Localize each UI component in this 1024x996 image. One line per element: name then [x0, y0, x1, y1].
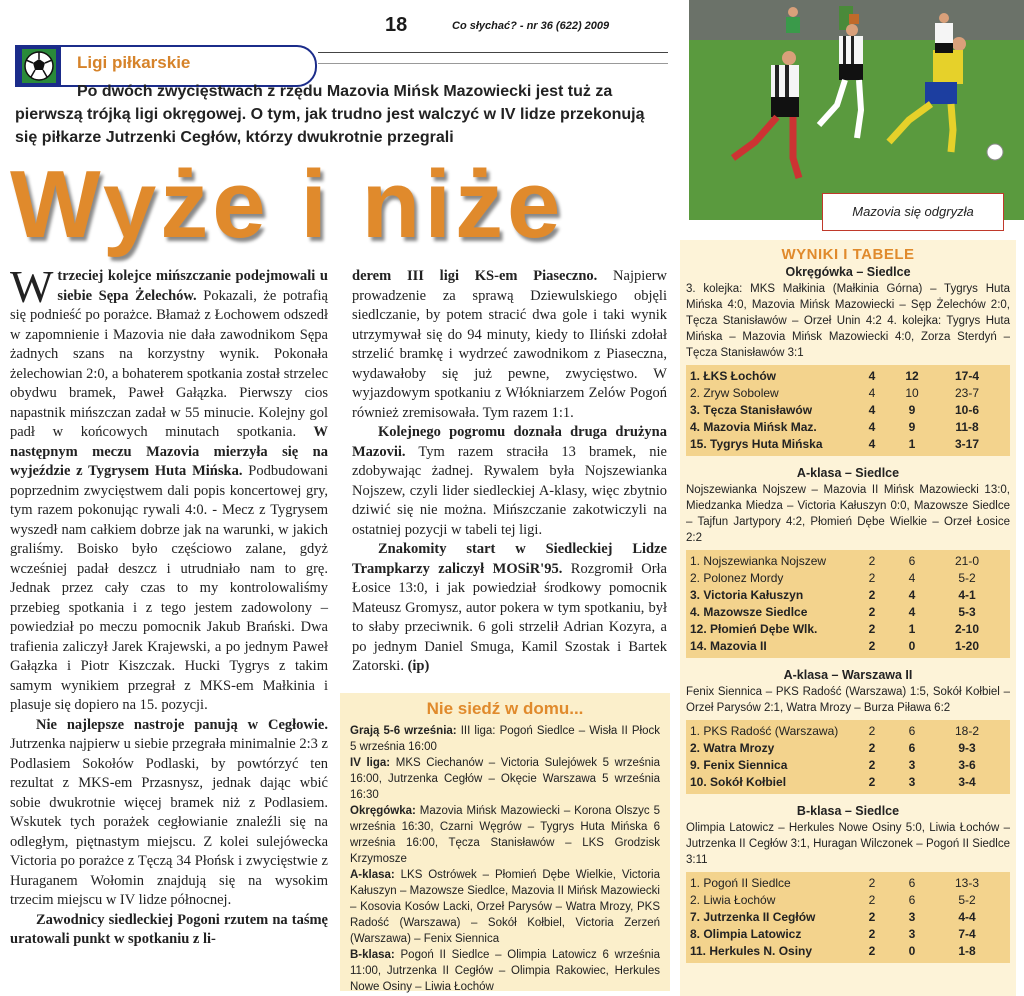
points: 3 — [908, 910, 916, 924]
standings-table — [686, 720, 1010, 794]
league-name: A-klasa – Warszawa II — [783, 668, 913, 682]
team-name: 7. Jutrzenka II Cegłów — [690, 910, 816, 924]
table-row — [686, 570, 1010, 587]
points: 4 — [908, 571, 916, 585]
goals: 5-2 — [958, 893, 976, 907]
table-row — [686, 875, 1010, 892]
table-row — [686, 587, 1010, 604]
points: 9 — [908, 420, 916, 434]
team-name: 4. Mazowsze Siedlce — [690, 605, 808, 619]
matches-played: 2 — [868, 758, 876, 772]
article-paragraph: Zawodnicy siedleckiej Pogoni rzutem na taśmę uratowali punkt w spotkaniu z li- — [10, 911, 328, 947]
article-column-2 — [352, 267, 667, 677]
team-name: 12. Płomień Dębe Wlk. — [690, 622, 818, 636]
team-name: 1. Nojszewianka Nojszew — [690, 554, 827, 568]
photo-caption: Mazovia się odgryzła — [822, 193, 1004, 231]
table-row — [686, 638, 1010, 655]
matches-played: 2 — [868, 775, 876, 789]
team-name: 2. Watra Mrozy — [690, 741, 775, 755]
points: 6 — [908, 741, 916, 755]
standings-table — [686, 365, 1010, 456]
table-row — [686, 757, 1010, 774]
goals: 11-8 — [955, 420, 979, 434]
goals: 1-8 — [958, 944, 976, 958]
team-name: 15. Tygrys Huta Mińska — [690, 437, 823, 451]
page-number: 18 — [385, 14, 408, 36]
table-row — [686, 723, 1010, 740]
team-name: 2. Polonez Mordy — [690, 571, 784, 585]
table-row — [686, 436, 1010, 453]
matches-played: 2 — [868, 927, 876, 941]
team-name: 3. Tęcza Stanisławów — [690, 403, 813, 417]
team-name: 1. PKS Radość (Warszawa) — [690, 724, 839, 738]
matches-played: 2 — [868, 554, 876, 568]
league-name: B-klasa – Siedlce — [796, 804, 900, 818]
points: 3 — [908, 927, 916, 941]
header-rule — [318, 52, 668, 53]
lead-text: Po dwóch zwycięstwach z rzędu Mazovia Mińsk Mazowiecki jest tuż za pierwszą trójką ligi okręgowej. O tym, jak trudno jest walczyć w IV lidze przekonują się piłkarze Jutrzenki Cegłów, którzy dwukrotnie przegrali — [15, 83, 645, 146]
goals: 21-0 — [954, 554, 980, 568]
drop-cap: W — [10, 261, 54, 312]
article-paragraph: Znakomity start w Siedleckiej Lidze Trampkarzy zaliczył MOSiR'95. Rozgromił Orła Łosice 13:0, i jak powiedział środkowy pomocnik Mateusz Gromysz, autor pokera w tym spotkaniu, był to słaby przeciwnik. 6 goli strzelił Adrian Kozyra, a po jednym Daniel Smuga, Kamil Szostak i Bartek Zatorski. (ip) — [352, 541, 667, 674]
goals: 5-2 — [958, 571, 976, 585]
matches-played: 2 — [868, 741, 876, 755]
article-paragraph: Nie najlepsze nastroje panują w Cegłowie. Jutrzenka najpierw u siebie przegrała minimalnie 2:3 z Podlasiem Sokołów Podlaski, by powtórzyć ten rezultat z MKS-em Przasnysz, jednak dając wbić sobie dwukrotnie więcej bramek niż z Podlasiem. Wskutek tych porażek cegłowianie znaleźli się na odległym, piętnastym miejscu. Z kolei sulejówecka Victoria po porażce z Tęczą 34 Płońsk i zwycięstwie z Huraganem Wołomin znajdują się na wysokim trzecim miejscu w IV lidze północnej. — [10, 716, 328, 908]
points: 3 — [908, 758, 916, 772]
points: 1 — [908, 437, 916, 451]
matches-played: 2 — [868, 724, 876, 738]
league-name: A-klasa – Siedlce — [796, 466, 900, 480]
team-name: 1. ŁKS Łochów — [690, 369, 777, 383]
matches-played: 2 — [868, 571, 876, 585]
article-paragraph: Wtrzeciej kolejce mińszczanie podejmowali u siebie Sępa Żelechów. Pokazali, że potrafią się podnieść po porażce. Błamaż z Łochowem odszedł w zapomnienie i Mazovia nie dała zawodnikom Sępa żadnych szans na korzystny wynik. Pokonała żelechowian 2:0, a bohaterem spotkania został strzelec obydwu bramek, Paweł Gałązka. Pierwszy cios napastnik mińszczan zadał w 55 minucie. Kolejny gol padł w końcowych minutach spotkania. W następnym meczu Mazovia mierzyła się na wyjeździe z Tygrysem Huta Mińska. Podbudowani poprzednim zwycięstwem dali popis koncertowej gry, tym razem pokonując rywali 4:0. - Mecz z Tygrysem wyszedł nam całkiem dobrze jak na warunki, w jakich graliśmy. Boisko było częściowo zalane, gdyż wcześniej padał deszcz i utrudniało nam to grę. Jednak przez cały czas to my kontrolowaliśmy przebieg spotkania i z tego jestem zadowolony – powiedział po meczu pomocnik Jakub Brański. Dwa trafienia zaliczył Jarek Krajewski, a po jednym Paweł Gałązka i Piotr Kiszczak. Hucki Tygrys z takim samym wynikiem przegrał z MKS-em Małkinia i plasuje się dopiero na 15. pozycji. — [10, 261, 329, 713]
results-panel — [680, 240, 1016, 996]
goals: 3-17 — [954, 437, 980, 451]
fixture-item: Grają 5-6 września: III liga: Pogoń Siedlce – Wisła II Płock 5 września 16:00 — [350, 725, 661, 753]
goals: 3-4 — [958, 775, 976, 789]
table-row — [686, 419, 1010, 436]
points: 6 — [908, 876, 916, 890]
lead-paragraph — [15, 80, 665, 149]
goals: 9-3 — [958, 741, 976, 755]
table-row — [686, 553, 1010, 570]
team-name: 8. Olimpia Latowicz — [690, 927, 802, 941]
points: 0 — [908, 639, 916, 653]
points: 9 — [908, 403, 916, 417]
fixture-item: IV liga: MKS Ciechanów – Victoria Sulejówek 5 września 16:00, Jutrzenka Cegłów – Okęcie Warszawa 5 września 16:30 — [350, 757, 660, 801]
table-row — [686, 774, 1010, 791]
goals: 4-1 — [958, 588, 976, 602]
team-name: 2. Liwia Łochów — [690, 893, 776, 907]
table-row — [686, 892, 1010, 909]
matches-played: 4 — [868, 437, 876, 451]
points: 6 — [908, 554, 916, 568]
points: 6 — [908, 724, 916, 738]
goals: 7-4 — [958, 927, 976, 941]
goals: 10-6 — [954, 403, 980, 417]
match-photo — [689, 0, 1024, 220]
matches-played: 4 — [868, 386, 876, 400]
league-results: Nojszewianka Nojszew – Mazovia II Mińsk Mazowiecki 13:0, Miedzanka Miedza – Victoria Kałuszyn 0:0, Mazowsze Siedlce – Tajfun Jartypory 4:2, Płomień Dębe Wielkie – Orzeł Łosice 2:2 — [686, 484, 1010, 544]
goals: 4-4 — [958, 910, 976, 924]
standings-table — [686, 550, 1010, 658]
table-row — [686, 604, 1010, 621]
points: 4 — [908, 588, 916, 602]
points: 1 — [908, 622, 916, 636]
points: 4 — [908, 605, 916, 619]
matches-played: 2 — [868, 622, 876, 636]
matches-played: 2 — [868, 944, 876, 958]
league-results: Fenix Siennica – PKS Radość (Warszawa) 1:5, Sokół Kołbiel – Orzeł Parysów 2:1, Watra Mrozy – Burza Piława 6:2 — [686, 686, 1010, 714]
points: 6 — [908, 893, 916, 907]
table-row — [686, 385, 1010, 402]
fixture-item: B-klasa: Pogoń II Siedlce – Olimpia Latowicz 6 września 11:00, Jutrzenka II Cegłów – Olimpia Rakowiec, Herkules Nowe Osiny – Liwia Łochów — [350, 949, 660, 993]
table-row — [686, 621, 1010, 638]
sidebar-body — [350, 723, 660, 995]
points: 10 — [905, 386, 919, 400]
goals: 5-3 — [958, 605, 976, 619]
matches-played: 2 — [868, 893, 876, 907]
ball-icon — [987, 144, 1003, 160]
league-results: Olimpia Latowicz – Herkules Nowe Osiny 5:0, Liwia Łochów – Jutrzenka II Cegłów 3:1, Huragan Wilczonek – Pogoń II Siedlce 3:11 — [686, 822, 1010, 866]
goals: 23-7 — [954, 386, 980, 400]
matches-played: 2 — [868, 910, 876, 924]
goals: 17-4 — [954, 369, 980, 383]
team-name: 3. Victoria Kałuszyn — [690, 588, 804, 602]
fixture-item: Okręgówka: Mazovia Mińsk Mazowiecki – Korona Olszyc 5 września 16:30, Czarni Węgrów – Tygrys Huta Mińska 6 września 16:00, Tęcza Stanisławów – LKS Grodzisk Krzymosze — [350, 805, 660, 865]
points: 12 — [905, 369, 919, 383]
header-rule-secondary — [318, 63, 668, 64]
table-row — [686, 943, 1010, 960]
table-row — [686, 368, 1010, 385]
results-title: WYNIKI I TABELE — [781, 246, 915, 263]
headline: Wyże i niże — [10, 151, 565, 258]
goals: 3-6 — [958, 758, 976, 772]
goals: 2-10 — [954, 622, 980, 636]
league-name: Okręgówka – Siedlce — [785, 265, 911, 279]
league-results: 3. kolejka: MKS Małkinia (Małkinia Górna) – Tygrys Huta Mińska 4:0, Mazovia Mińsk Mazowiecki – Sęp Żelechów 2:0, Tęcza Stanisławów – Orzeł Unin 4:2 4. kolejka: Tygrys Huta Mińska – Mazovia Mińsk Mazowiecki 4:0, Zorza Sterdyń – Tęcza Stanisławów 3:1 — [686, 283, 1010, 359]
matches-played: 4 — [868, 369, 876, 383]
fixtures-sidebar — [340, 693, 670, 991]
table-row — [686, 926, 1010, 943]
matches-played: 2 — [868, 876, 876, 890]
article-paragraph: derem III ligi KS-em Piaseczno. Najpierw prowadzenie za sprawą Dziewulskiego objęli siedlczanie, by potem stracić dwa gole i taki wynik utrzymywał się do 94 minuty, kiedy to Iliński zdołał strzelić bramkę i wydrzeć zawodnikom z Piaseczna, wydawałoby się już pewne, zwycięstwo. W wyjazdowym spotkaniu z Włókniarzem Zelów Pogoń również zremisowała. Tym razem 1:1. — [352, 268, 667, 421]
matches-played: 2 — [868, 639, 876, 653]
league-list — [686, 265, 1010, 963]
points: 3 — [908, 775, 916, 789]
matches-played: 4 — [868, 420, 876, 434]
sidebar-title: Nie siedź w domu... — [426, 699, 584, 718]
table-row — [686, 740, 1010, 757]
fixture-item: A-klasa: LKS Ostrówek – Płomień Dębe Wielkie, Victoria Kałuszyn – Mazowsze Siedlce, Mazovia II Mińsk Mazowiecki – Kosovia Kosów Lacki, Orzeł Parysów – Watra Mrozy, PKS Radość (Warszawa) – Sokół Kołbiel, Victoria Zerzeń (Warszawa) – Fenix Siennica — [350, 869, 660, 945]
article-paragraph: Kolejnego pogromu doznała druga drużyna Mazovii. Tym razem straciła 13 bramek, nie zdobywając żadnej. Rywalem była Nojszewianka Nojszew, czyli lider siedleckiej A-klasy, więc zbytnio dziwić się nie można. Mińszczanie zakotwiczyli na ostatniej pozycji w tabeli tej ligi. — [352, 424, 667, 538]
team-name: 9. Fenix Siennica — [690, 758, 788, 772]
players-illustration — [689, 0, 1024, 220]
points: 0 — [908, 944, 916, 958]
section-label: Ligi piłkarskie — [77, 53, 191, 72]
article-column-1 — [10, 261, 329, 950]
table-row — [686, 402, 1010, 419]
matches-played: 2 — [868, 605, 876, 619]
goals: 13-3 — [954, 876, 980, 890]
team-name: 1. Pogoń II Siedlce — [690, 876, 791, 890]
team-name: 2. Zryw Sobolew — [690, 386, 779, 400]
matches-played: 4 — [868, 403, 876, 417]
issue-label: Co słychać? - nr 36 (622) 2009 — [452, 20, 610, 32]
goals: 1-20 — [954, 639, 980, 653]
standings-table — [686, 872, 1010, 963]
team-name: 14. Mazovia II — [690, 639, 767, 653]
goals: 18-2 — [954, 724, 980, 738]
table-row — [686, 909, 1010, 926]
team-name: 4. Mazovia Mińsk Maz. — [690, 420, 817, 434]
team-name: 11. Herkules N. Osiny — [690, 944, 813, 958]
matches-played: 2 — [868, 588, 876, 602]
team-name: 10. Sokół Kołbiel — [690, 775, 787, 789]
